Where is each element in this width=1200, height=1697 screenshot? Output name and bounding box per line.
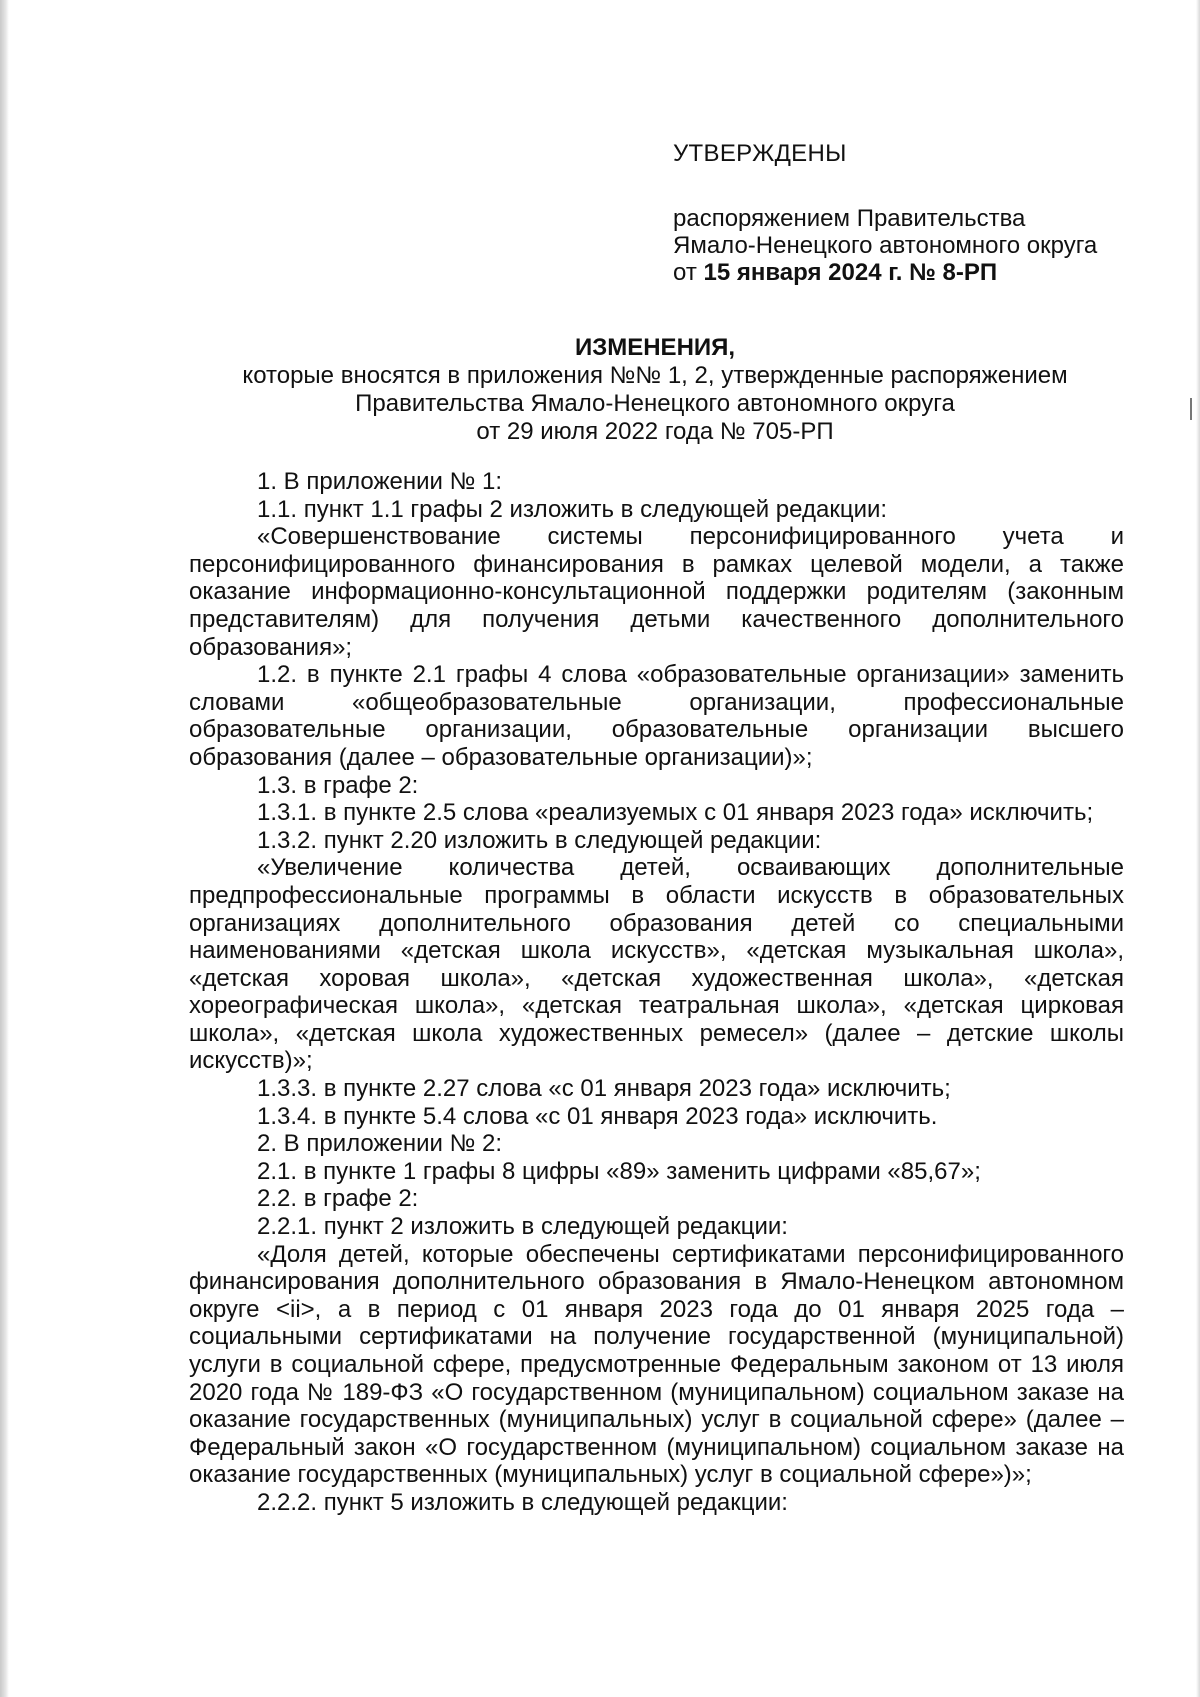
paragraph-2-1: 2.1. в пункте 1 графы 8 цифры «89» заменить цифрами «85,67»;: [257, 1157, 981, 1185]
paragraph-1-2: 1.2. в пункте 2.1 графы 4 слова «образовательные организации» заменить словами «общеобразовательные организации, профессиональные образовательные организации, образовательные организации высшего образования (далее – образовательные организации)»;: [189, 661, 1124, 771]
paragraph-2-2: 2.2. в графе 2:: [257, 1185, 419, 1213]
paragraph-1: 1. В приложении № 1:: [257, 468, 503, 495]
approval-block: [673, 140, 1173, 286]
scan-left-edge-shadow: [0, 0, 9, 1697]
approval-date-value: 15 января 2024 г. № 8-РП: [703, 259, 998, 286]
approval-date: [673, 259, 1173, 286]
paragraph-1-3-2-text: «Увеличение количества детей, осваивающих дополнительные предпрофессиональные программы в области искусств в образовательных организациях дополнительного образования детей со специальными наименованиями «детская школа искусств», «детская музыкальная школа», «детская хоровая школа», «детская художественная школа», «детская хореографическая школа», «детская театральная школа», «детская цирковая школа», «детская школа художественных ремесел» (далее – детские школы искусств)»;: [189, 854, 1124, 1075]
paragraph-1-1: 1.1. пункт 1.1 графы 2 изложить в следующей редакции:: [257, 495, 888, 523]
title-heading: ИЗМЕНЕНИЯ,: [574, 334, 736, 361]
document-body: [189, 468, 1124, 1517]
paragraph-2-2-1-text: «Доля детей, которые обеспечены сертификатами персонифицированного финансирования дополнительного образования в Ямало-Ненецком автономном округе <ii>, а в период с 01 января 2023 года до 01 января 2025 года – социальными сертификатами на получение государственной (муниципальной) услуги в социальной сфере, предусмотренные Федеральным законом от 13 июля 2020 года № 189-ФЗ «О государственном (муниципальном) социальном заказе на оказание государственных (муниципальных) услуг в социальной сфере» (далее – Федеральный закон «О государственном (муниципальном) социальном заказе на оказание государственных (муниципальных) услуг в социальной сфере»)»;: [189, 1240, 1124, 1489]
paragraph-2: 2. В приложении № 2:: [257, 1130, 503, 1158]
approval-heading: УТВЕРЖДЕНЫ: [673, 140, 847, 167]
approval-line-1: распоряжением Правительства: [673, 205, 1026, 232]
paragraph-1-3-3: 1.3.3. в пункте 2.27 слова «с 01 января 2023 года» исключить;: [257, 1075, 951, 1103]
approval-line-2: Ямало-Ненецкого автономного округа: [673, 232, 1098, 259]
title-line-3: от 29 июля 2022 года № 705-РП: [476, 418, 834, 445]
paragraph-1-3: 1.3. в графе 2:: [257, 771, 419, 799]
scan-margin-mark: [1190, 398, 1192, 420]
paragraph-1-3-4: 1.3.4. в пункте 5.4 слова «с 01 января 2023 года» исключить.: [257, 1102, 938, 1130]
paragraph-2-2-1: 2.2.1. пункт 2 изложить в следующей редакции:: [257, 1213, 788, 1241]
paragraph-1-3-1: 1.3.1. в пункте 2.5 слова «реализуемых с 01 января 2023 года» исключить;: [257, 799, 1094, 827]
title-line-1: которые вносятся в приложения №№ 1, 2, утвержденные распоряжением: [242, 362, 1068, 389]
title-line-2: Правительства Ямало-Ненецкого автономного округа: [355, 390, 955, 417]
scan-right-edge-shadow: [1196, 0, 1200, 1697]
paragraph-1-1-text: «Совершенствование системы персонифицированного учета и персонифицированного финансирования в рамках целевой модели, а также оказание информационно-консультационной поддержки родителям (законным представителям) для получения детьми качественного дополнительного образования»;: [189, 523, 1124, 661]
paragraph-2-2-2: 2.2.2. пункт 5 изложить в следующей редакции:: [257, 1488, 788, 1516]
document-title: [186, 334, 1124, 446]
paragraph-1-3-2: 1.3.2. пункт 2.20 изложить в следующей редакции:: [257, 826, 822, 854]
approval-date-prefix: от: [673, 259, 697, 286]
